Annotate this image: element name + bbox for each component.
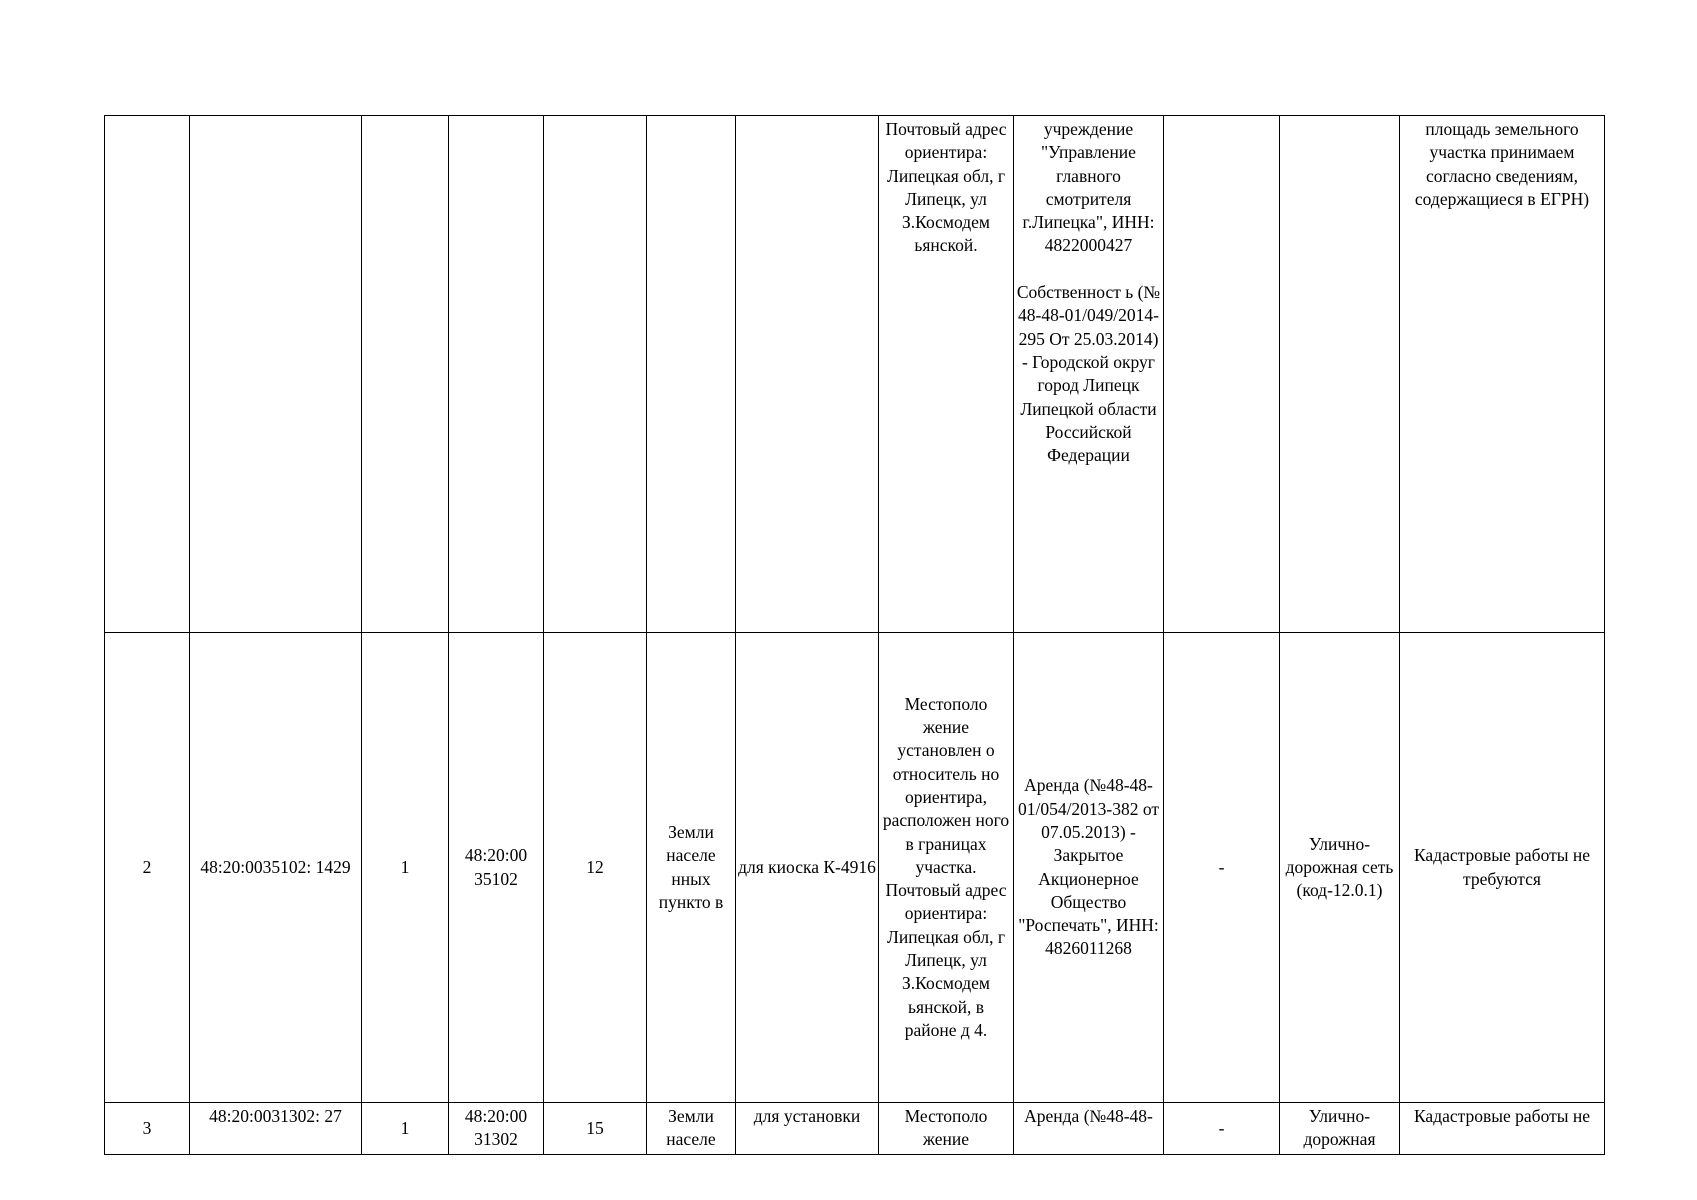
cadastral-works-cell: Кадастровые работы не требуются bbox=[1400, 633, 1605, 1103]
zone-use-cell: Улично-дорожная bbox=[1280, 1103, 1400, 1155]
permitted-use-cell: для установки bbox=[736, 1103, 879, 1155]
permitted-use-cell bbox=[736, 116, 879, 633]
encumbrance-cell: - bbox=[1164, 1103, 1280, 1155]
row-number-cell bbox=[105, 116, 190, 633]
land-category-cell: Земли населе нных пункто в bbox=[647, 633, 736, 1103]
cadastral-number-cell: 48:20:0035102: 1429 bbox=[190, 633, 362, 1103]
encumbrance-cell bbox=[1164, 116, 1280, 633]
table-row bbox=[105, 633, 1605, 1103]
area-cell: 12 bbox=[544, 633, 647, 1103]
rights-cell: Аренда (№48-48-01/054/2013-382 от 07.05.2013) - Закрытое Акционерное Общество "Роспечать", ИНН: 4826011268 bbox=[1014, 633, 1164, 1103]
cadastral-number-cell bbox=[190, 116, 362, 633]
land-plots-table bbox=[104, 115, 1605, 1155]
contours-count-cell: 1 bbox=[362, 633, 449, 1103]
row-number-cell: 2 bbox=[105, 633, 190, 1103]
rights-cell: Аренда (№48-48- bbox=[1014, 1103, 1164, 1155]
cadastral-works-cell: площадь земельного участка принимаем согласно сведениям, содержащиеся в ЕГРН) bbox=[1400, 116, 1605, 633]
area-cell: 15 bbox=[544, 1103, 647, 1155]
zone-use-cell: Улично-дорожная сеть (код-12.0.1) bbox=[1280, 633, 1400, 1103]
rights-cell: учреждение "Управление главного смотрителя г.Липецка", ИНН: 4822000427 Собственност ь (№ 48-48-01/049/2014-295 От 25.03.2014) - Городской округ город Липецк Липецкой области Российской Федерации bbox=[1014, 116, 1164, 633]
zone-use-cell bbox=[1280, 116, 1400, 633]
encumbrance-cell: - bbox=[1164, 633, 1280, 1103]
address-cell: Местополо жение bbox=[879, 1103, 1014, 1155]
table-row bbox=[105, 1103, 1605, 1155]
address-cell: Местополо жение установлен о относитель но ориентира, расположен ного в границах участка. Почтовый адрес ориентира: Липецкая обл, г Липецк, ул З.Космодем ьянской, в районе д 4. bbox=[879, 633, 1014, 1103]
cadastral-quarter-cell: 48:20:00 31302 bbox=[449, 1103, 544, 1155]
row-number-cell: 3 bbox=[105, 1103, 190, 1155]
contours-count-cell: 1 bbox=[362, 1103, 449, 1155]
permitted-use-cell: для киоска К-4916 bbox=[736, 633, 879, 1103]
cadastral-quarter-cell: 48:20:00 35102 bbox=[449, 633, 544, 1103]
cadastral-number-cell: 48:20:0031302: 27 bbox=[190, 1103, 362, 1155]
table-row bbox=[105, 116, 1605, 633]
cadastral-works-cell: Кадастровые работы не bbox=[1400, 1103, 1605, 1155]
land-category-cell: Земли населе bbox=[647, 1103, 736, 1155]
area-cell bbox=[544, 116, 647, 633]
contours-count-cell bbox=[362, 116, 449, 633]
land-category-cell bbox=[647, 116, 736, 633]
address-cell: Почтовый адрес ориентира: Липецкая обл, г Липецк, ул З.Космодем ьянской. bbox=[879, 116, 1014, 633]
cadastral-quarter-cell bbox=[449, 116, 544, 633]
